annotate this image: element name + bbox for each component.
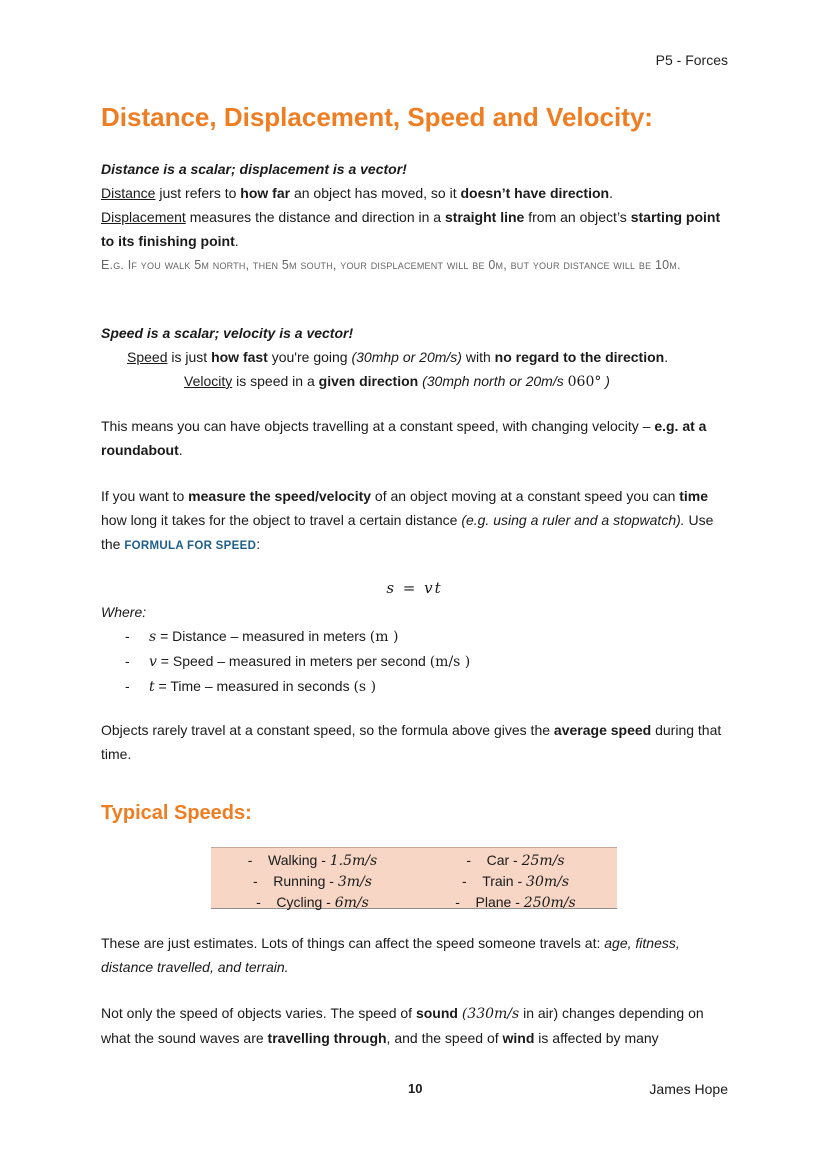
list-item: - Plane - 250m/s [455,894,576,911]
author-name: James Hope [649,1081,728,1097]
speed-section [101,321,728,394]
velocity-definition: Velocity is speed in a given direction (30mph north or 20m/s 060° ) [184,373,610,390]
list-item: - t = Time – measured in seconds (s ) [125,674,728,699]
typical-speeds-table [211,847,617,909]
page-header: P5 - Forces [655,52,728,68]
displacement-definition: Displacement measures the distance and direction in a straight line from an object’s starting point to its finishing point. [101,209,721,249]
list-item: - Train - 30m/s [461,873,570,890]
estimates-paragraph: These are just estimates. Lots of things can affect the speed someone travels at: age, fitness, distance travelled, and terrain. [101,935,680,975]
formula-for-speed-link[interactable]: FORMULA FOR SPEED [124,540,257,552]
speed-formula: s = vt [386,579,443,597]
list-item: - Car - 25m/s [466,852,565,869]
typical-speeds-heading: Typical Speeds: [101,802,252,824]
sound-wind-paragraph: Not only the speed of objects varies. The speed of sound (330m/s in air) changes depending on what the sound waves are travelling through, and the speed of wind is affected by many [101,1005,704,1046]
list-item: - s = Distance – measured in meters (m ) [125,624,728,649]
average-speed-paragraph: Objects rarely travel at a constant speed, so the formula above gives the average speed during that time. [101,722,722,762]
list-item: - Cycling - 6m/s [256,894,369,911]
page-title: Distance, Displacement, Speed and Velocity: [101,102,653,132]
constant-speed-paragraph: This means you can have objects travelling at a constant speed, with changing velocity – e.g. at a roundabout. [101,418,707,458]
distance-heading: Distance is a scalar; displacement is a vector! [101,161,407,177]
list-item: - Walking - 1.5m/s [247,852,378,869]
speed-heading: Speed is a scalar; velocity is a vector! [101,325,354,341]
page-number: 10 [408,1081,423,1096]
speed-definition: Speed is just how fast you're going (30mhp or 20m/s) with no regard to the direction. [127,349,669,365]
list-item: - Running - 3m/s [253,873,372,890]
measure-paragraph: If you want to measure the speed/velocity of an object moving at a constant speed you can time how long it takes for the object to travel a certain distance (e.g. using a ruler and a stopwatch). Use the FORMULA FOR SPEED: [101,488,714,552]
distance-section [101,157,728,277]
formula-variables [101,600,728,699]
speeds-right-column [414,848,617,911]
variable-list [101,624,728,699]
distance-definition: Distance just refers to how far an object has moved, so it doesn’t have direction. [101,185,613,201]
speeds-left-column [211,848,414,911]
list-item: - v = Speed – measured in meters per second (m/s ) [125,649,728,674]
where-label: Where: [101,604,147,620]
distance-example: E.g. If you walk 5m north, then 5m south, your displacement will be 0m, but your distance will be 10m. [101,258,681,272]
